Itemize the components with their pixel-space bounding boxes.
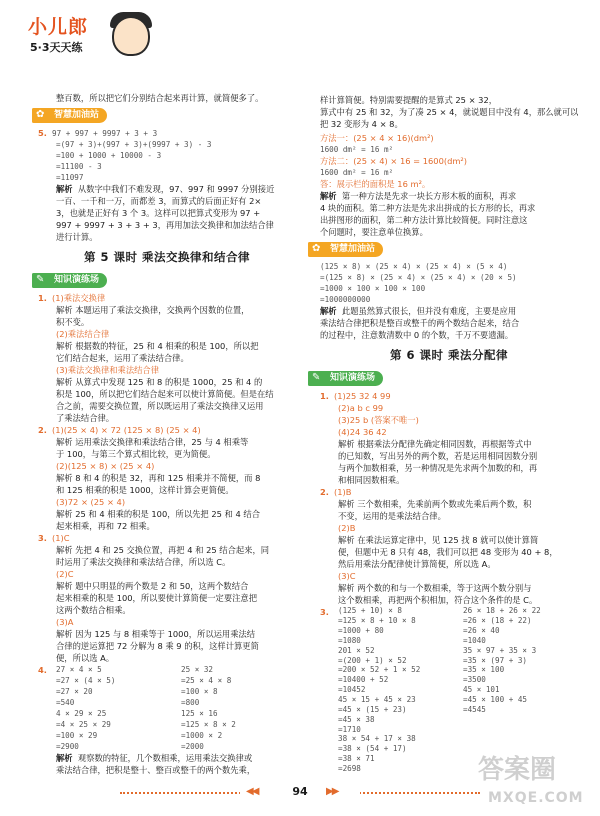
left-column <box>38 92 296 776</box>
zhihui-jiexi-line: 解析 此题虽然算式很长，但并没有难度，主要是应用 <box>320 306 517 317</box>
q3-line: 起来相乘的积是 100，所以要使计算简便一定要注意把 <box>56 593 258 604</box>
q4-cell: =125 × 8 × 2 <box>181 720 236 730</box>
zhihui-math-line: (125 × 8) × (25 × 4) × (25 × 4) × (5 × 4) <box>320 262 508 272</box>
q1-line: 1. (1)乘法交换律 <box>38 292 106 303</box>
q4-cell: =2900 <box>56 742 79 752</box>
q3-cell: =45 × 100 + 45 <box>463 695 528 704</box>
series-name: 5·3天天练 <box>30 41 83 54</box>
q3-cell: =38 × (54 + 17) <box>338 744 407 754</box>
method-jiexi-line: 解析 第一种方法是先求一块长方形木板的面积，再求 <box>320 191 517 202</box>
watermark-line2: MXQE.COM <box>488 790 584 806</box>
q2-line: 起来相乘，再和 72 相乘。 <box>56 521 155 532</box>
q5-jiexi-line: 一百、一千和一万，而都差 3，而算式的后面正好有 2× <box>56 196 262 207</box>
q5-jiexi-line: 进行计算。 <box>56 232 98 243</box>
zhihui-jiexi-line: 乘法结合律把积是整百或整千的两个数结合起来，结合 <box>320 318 520 329</box>
method-jiexi-line: 4 块的面积。第二种方法是先求出拼成的长方形的长，再求 <box>320 203 536 214</box>
q2-line: 2. (1)B <box>320 487 352 498</box>
q1-line: (3)25 b (答案不唯一) <box>338 415 419 425</box>
q3-cell <box>463 715 578 725</box>
q1-line: 解析 根据数的特征，25 和 4 相乘的积是 100，所以把 <box>56 340 259 351</box>
method-line: 方法二：(25 × 4) × 16 = 1600(dm²) <box>320 156 467 167</box>
q2-line: (2)(125 × 8) × (25 × 4) <box>56 461 155 472</box>
q2-line: 这个数相乘，再把两个积相加，符合这个条件的是 C。 <box>338 595 538 606</box>
watermark-line1: 答案圈 <box>478 755 557 785</box>
q2-line: 然后用乘法分配律使计算简便，所以选 A。 <box>338 559 496 570</box>
banner-zhihui: ✿ 智慧加油站 <box>32 108 107 123</box>
q2-line: 于 100，与第三个算式相比较，更为简便。 <box>56 449 216 460</box>
q3-cell: =125 × 8 + 10 × 8 <box>338 616 416 626</box>
q1-line: (2)a b c 99 <box>338 402 384 413</box>
q3-math-grid <box>320 606 578 774</box>
intro-line: 算式中有 25 和 32，为了凑 25 × 4，就说题目中没有 4，那么就可以 <box>320 107 578 118</box>
q3-line: 合律的逆运算把 72 分解为 8 乘 9 的积，这样计算更简 <box>56 641 259 652</box>
right-column <box>312 94 578 774</box>
method-line: 1600 dm² = 16 m² <box>320 168 394 178</box>
book-icon: ✎ <box>36 273 45 285</box>
q5-math-line: =(97 + 3)+(997 + 3)+(9997 + 3) - 3 <box>56 140 212 150</box>
q3-cell: =26 × (18 + 22) <box>463 616 532 626</box>
q2-line: (3)72 × (25 × 4) <box>56 497 126 508</box>
q3-cell: =10400 + 52 <box>338 675 389 685</box>
site-watermark <box>470 752 590 810</box>
q1-line: 了乘法结合律。 <box>56 413 115 424</box>
q3-cell: 201 × 52 <box>338 645 375 655</box>
q3-cell: (125 + 10) × 8 <box>338 606 403 616</box>
q2-line: (2)B <box>338 523 356 534</box>
q2-line: 便，但题中无 8 只有 48，我们可以把 48 变形为 40 + 8， <box>338 547 558 558</box>
intro-line: 样计算简便。特别需要提醒的是算式 25 × 32， <box>320 95 498 105</box>
question-number: 2. <box>38 425 47 436</box>
q1-line: (2)乘法结合律 <box>56 328 110 339</box>
q3-cell: 35 × 97 + 35 × 3 <box>463 645 537 655</box>
intro-line: 把 32 变形为 4 × 8。 <box>320 119 403 130</box>
q3-cell: 26 × 18 + 26 × 22 <box>463 606 541 616</box>
q2-line: 不变，运用的是乘法结合律。 <box>338 511 446 522</box>
method-line: 1600 dm² = 16 m² <box>320 145 394 155</box>
q3-line: 解析 先把 4 和 25 交换位置，再把 4 和 25 结合起来，同 <box>56 545 270 556</box>
jiexi-label: 解析 <box>320 191 337 202</box>
page-number: 94 <box>292 785 308 798</box>
q2-line: 和 125 相乘的积是 1000，这样计算会更简便。 <box>56 485 234 496</box>
q4-cell: =27 × 20 <box>56 687 93 697</box>
q5-math-line: 5. 97 + 997 + 9997 + 3 + 3 <box>38 128 158 139</box>
brand-name: 小儿郎 <box>28 16 89 38</box>
q2-line: 解析 25 和 4 相乘的积是 100，所以先把 25 和 4 结合 <box>56 509 260 520</box>
q2-line: 解析 在乘法运算定律中，见 125 找 8 就可以使计算简 <box>338 535 539 546</box>
q1-line: 与两个加数相乘，另一种情况是先求两个加数的和，再 <box>338 463 538 474</box>
q3-cell: =45 × (15 + 23) <box>338 704 407 714</box>
method-line: 答：展示栏的面积是 16 m²。 <box>320 179 431 190</box>
question-number: 5. <box>38 128 47 139</box>
gear-icon: ✿ <box>36 109 45 121</box>
q3-cell: =2698 <box>338 764 361 774</box>
q2-line: (3)C <box>338 571 356 582</box>
q5-math-line: =11100 - 3 <box>56 162 102 172</box>
zhihui-math-line: =(125 × 8) × (25 × 4) × (25 × 4) × (20 × 5) <box>320 273 517 283</box>
q4-cell: 125 × 16 <box>181 709 218 719</box>
q4-cell: =1000 × 2 <box>181 731 223 741</box>
q1-line: 解析 根据乘法分配律先确定相同因数，再根据等式中 <box>338 439 532 450</box>
q3-line: (2)C <box>56 569 74 580</box>
q4-cell: 25 × 32 <box>181 665 214 675</box>
q4-math-grid <box>38 664 296 752</box>
q4-jiexi-line: 解析 观察数的特征，几个数相乘，运用乘法交换律或 <box>56 753 253 764</box>
q4-cell: 27 × 4 × 5 <box>56 665 102 675</box>
zhihui-math-line: =1000000000 <box>320 295 371 305</box>
q3-cell: =10452 <box>338 685 366 695</box>
banner-zhishi: ✎ 知识演练场 <box>32 273 107 288</box>
q1-line: 1. (1)25 32 4 99 <box>320 390 391 401</box>
q1-line: 它们结合起来，运用了乘法结合律。 <box>56 352 189 363</box>
q3-cell: 38 × 54 + 17 × 38 <box>338 734 416 744</box>
q4-cell: =4 × 25 × 29 <box>56 720 111 730</box>
question-number: 1. <box>38 292 47 303</box>
series-logo <box>28 12 148 70</box>
gear-icon: ✿ <box>312 243 321 255</box>
q3-cell <box>463 734 578 744</box>
book-icon: ✎ <box>312 371 321 383</box>
q1-line: 合之前，需要交换位置，所以既运用了乘法交换律又运用 <box>56 401 264 412</box>
q3-cell: =35 × (97 + 3) <box>463 655 528 665</box>
question-number: 1. <box>320 390 329 401</box>
q4-cell: =100 × 29 <box>56 731 98 741</box>
banner-zhishi: ✎ 知识演练场 <box>308 371 383 386</box>
q4-jiexi-line: 乘法结合律，把积是整十、整百或整千的两个数先乘， <box>56 765 256 776</box>
q3-cell: =35 × 100 <box>463 665 505 675</box>
q3-cell: =200 × 52 + 1 × 52 <box>338 665 421 675</box>
q5-jiexi-line: 解析 从数字中我们不难发现，97、997 和 9997 分别接近 <box>56 184 275 195</box>
q3-cell: 45 × 15 + 45 × 23 <box>338 695 416 704</box>
q1-line: 的已知数，写出另外的两个数，若是运用相同因数分别 <box>338 451 538 462</box>
q3-line: 便，所以选 A。 <box>56 653 115 664</box>
q1-line: 和相同因数相乘。 <box>338 475 405 486</box>
q2-line: 解析 8 和 4 的积是 32，再和 125 相乘并不简便，而 8 <box>56 473 261 484</box>
q5-math-line: =100 + 1000 + 10000 - 3 <box>56 151 162 161</box>
q5-math-line: =11097 <box>56 173 84 183</box>
q4-cell: =100 × 8 <box>181 687 218 697</box>
q3-line: 解析 题中只明显的两个数是 2 和 50，这两个数结合 <box>56 581 249 592</box>
method-jiexi-line: 个问题时，要注意单位换算。 <box>320 227 428 238</box>
q1-line: (3)乘法交换律和乘法结合律 <box>56 364 160 375</box>
banner-zhihui: ✿ 智慧加油站 <box>308 242 383 257</box>
jiexi-label: 解析 <box>56 753 73 764</box>
q3-cell: =4545 <box>463 704 486 714</box>
q3-line: 这两个数结合相乘。 <box>56 605 131 616</box>
q2-line: 2. (1)(25 × 4) × 72 (125 × 8) (25 × 4) <box>38 425 201 436</box>
q3-line: (3)A <box>56 617 74 628</box>
intro-line: 整百数，所以把它们分别结合起来再计算，就简便多了。 <box>56 93 264 103</box>
q3-cell: =1080 <box>338 635 361 645</box>
q3-cell: =45 × 38 <box>338 714 375 724</box>
question-number: 4. <box>38 665 47 676</box>
q3-cell: 45 × 101 <box>463 685 500 695</box>
q5-jiexi-line: 3，也就是正好有 3 个 3。这样可以把算式变形为 97 + <box>56 208 261 219</box>
q3-line: 3. (1)C <box>38 533 70 544</box>
zhihui-jiexi-line: 的过程中，注意数清数中 0 的个数，千万不要遗漏。 <box>320 330 514 341</box>
q3-cell: =1710 <box>338 724 361 734</box>
next-arrow-icon: ▶▶ <box>326 786 338 797</box>
mascot-face-icon <box>112 16 150 56</box>
q2-line: 解析 两个数的和与一个数相乘，等于这两个数分别与 <box>338 583 532 594</box>
q3-cell: =(200 + 1) × 52 <box>338 655 407 665</box>
q4-cell: =25 × 4 × 8 <box>181 676 232 686</box>
q3-cell: =26 × 40 <box>463 625 500 635</box>
question-number: 2. <box>320 487 329 498</box>
q1-line: 积不变。 <box>56 316 90 327</box>
q3-cell <box>463 725 578 735</box>
q2-line: 解析 运用乘法交换律和乘法结合律，25 与 4 相乘等 <box>56 437 249 448</box>
lesson-5-title: 第 5 课时 乘法交换律和结合律 <box>83 250 250 265</box>
question-number: 3. <box>320 607 329 618</box>
q3-cell: =1000 + 80 <box>338 625 384 635</box>
q4-cell: =27 × (4 × 5) <box>56 676 116 686</box>
prev-arrow-icon: ◀◀ <box>246 786 258 797</box>
q5-jiexi-line: 997 + 9997 + 3 + 3 + 3，再用加法交换律和加法结合律 <box>56 220 274 231</box>
q1-line: 解析 从算式中发现 125 和 8 的积是 1000，25 和 4 的 <box>56 376 263 387</box>
q2-line: 解析 三个数相乘，先乘前两个数或先乘后两个数，积 <box>338 499 532 510</box>
question-number: 3. <box>38 533 47 544</box>
q3-cell: =3500 <box>463 675 486 685</box>
zhihui-math-line: =1000 × 100 × 100 × 100 <box>320 284 426 294</box>
q4-cell: =540 <box>56 698 75 708</box>
method-line: 方法一：(25 × 4 × 16)(dm²) <box>320 133 434 144</box>
method-jiexi-line: 出拼图形的面积，第二种方法计算比较简便。同时注意这 <box>320 215 528 226</box>
q3-cell: =1040 <box>463 635 486 645</box>
jiexi-label: 解析 <box>320 306 337 317</box>
q3-cell: =38 × 71 <box>338 754 375 764</box>
q1-line: 解析 本题运用了乘法交换律，交换两个因数的位置， <box>56 304 250 315</box>
lesson-6-title: 第 6 课时 乘法分配律 <box>389 348 508 363</box>
q4-cell: =800 <box>181 698 200 708</box>
q1-line: (4)24 36 42 <box>338 427 387 438</box>
q1-line: 积是 100，所以把它们结合起来可以使计算简便。但是在结 <box>56 389 274 399</box>
q4-cell: =2000 <box>181 742 204 752</box>
jiexi-label: 解析 <box>56 184 73 195</box>
q4-cell: 4 × 29 × 25 <box>56 709 107 719</box>
q3-line: 解析 因为 125 与 8 相乘等于 1000，所以运用乘法结 <box>56 629 256 640</box>
q3-line: 时运用了乘法交换律和乘法结合律，所以选 C。 <box>56 557 231 568</box>
